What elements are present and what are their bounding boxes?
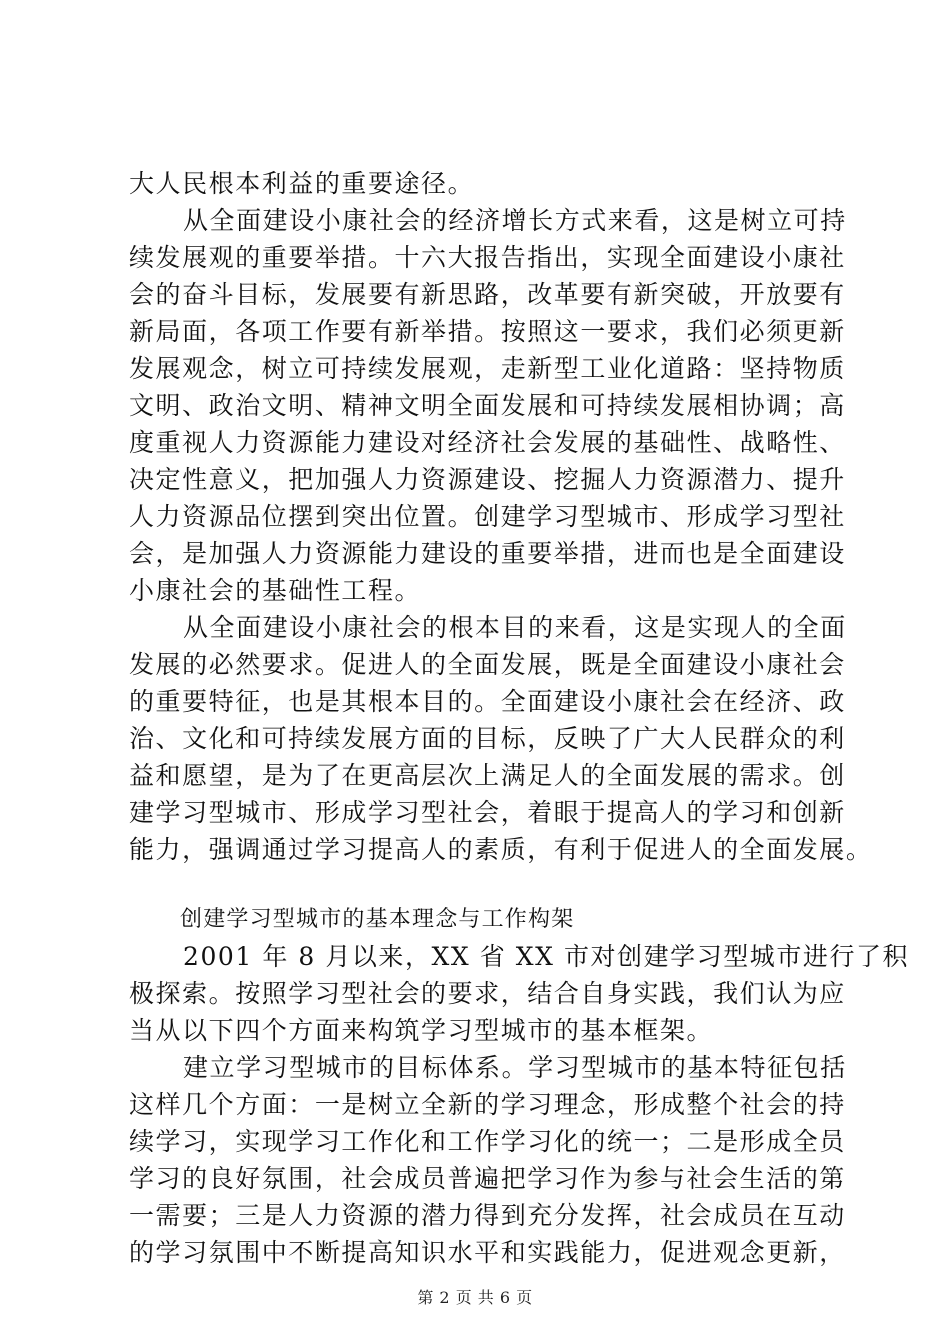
text-line: 的重要特征，也是其根本目的。全面建设小康社会在经济、政	[129, 687, 846, 716]
text-line: 学习的良好氛围，社会成员普遍把学习作为参与社会生活的第	[129, 1164, 846, 1193]
text-line: 从全面建设小康社会的经济增长方式来看，这是树立可持	[183, 206, 847, 235]
text-line: 新局面，各项工作要有新举措。按照这一要求，我们必须更新	[129, 317, 846, 346]
text-line: 续发展观的重要举措。十六大报告指出，实现全面建设小康社	[129, 243, 846, 272]
text-line: 文明、政治文明、精神文明全面发展和可持续发展相协调；高	[129, 391, 846, 420]
text-line: 会，是加强人力资源能力建设的重要举措，进而也是全面建设	[129, 539, 846, 568]
text-line: 当从以下四个方面来构筑学习型城市的基本框架。	[129, 1016, 714, 1045]
text-line: 续学习，实现学习工作化和工作学习化的统一；二是形成全员	[129, 1127, 846, 1156]
text-line: 发展观念，树立可持续发展观，走新型工业化道路：坚持物质	[129, 354, 846, 383]
text-line: 能力，强调通过学习提高人的素质，有利于促进人的全面发展。	[129, 835, 873, 864]
text-line: 这样几个方面：一是树立全新的学习理念，形成整个社会的持	[129, 1090, 846, 1119]
text-line: 会的奋斗目标，发展要有新思路，改革要有新突破，开放要有	[129, 280, 846, 309]
text-line: 益和愿望，是为了在更高层次上满足人的全面发展的需求。创	[129, 761, 846, 790]
text-line: 人力资源品位摆到突出位置。创建学习型城市、形成学习型社	[129, 502, 846, 531]
text-line: 从全面建设小康社会的根本目的来看，这是实现人的全面	[183, 613, 847, 642]
text-line: 极探索。按照学习型社会的要求，结合自身实践，我们认为应	[129, 979, 846, 1008]
text-line: 决定性意义，把加强人力资源建设、挖掘人力资源潜力、提升	[129, 465, 846, 494]
text-line: 发展的必然要求。促进人的全面发展，既是全面建设小康社会	[129, 650, 846, 679]
text-line: 建学习型城市、形成学习型社会，着眼于提高人的学习和创新	[129, 798, 846, 827]
section-heading: 创建学习型城市的基本理念与工作构架	[180, 907, 575, 932]
text-line: 一需要；三是人力资源的潜力得到充分发挥，社会成员在互动	[129, 1201, 846, 1230]
text-line: 建立学习型城市的目标体系。学习型城市的基本特征包括	[183, 1053, 847, 1082]
text-line: 大人民根本利益的重要途径。	[129, 169, 475, 198]
text-line: 的学习氛围中不断提高知识水平和实践能力，促进观念更新，	[129, 1238, 846, 1267]
text-line: 度重视人力资源能力建设对经济社会发展的基础性、战略性、	[129, 428, 846, 457]
text-line: 治、文化和可持续发展方面的目标，反映了广大人民群众的利	[129, 724, 846, 753]
page-footer: 第 2 页 共 6 页	[417, 1288, 533, 1307]
text-line: 小康社会的基础性工程。	[129, 576, 422, 605]
text-line: 2001 年 8 月以来，XX 省 XX 市对创建学习型城市进行了积	[183, 942, 910, 971]
